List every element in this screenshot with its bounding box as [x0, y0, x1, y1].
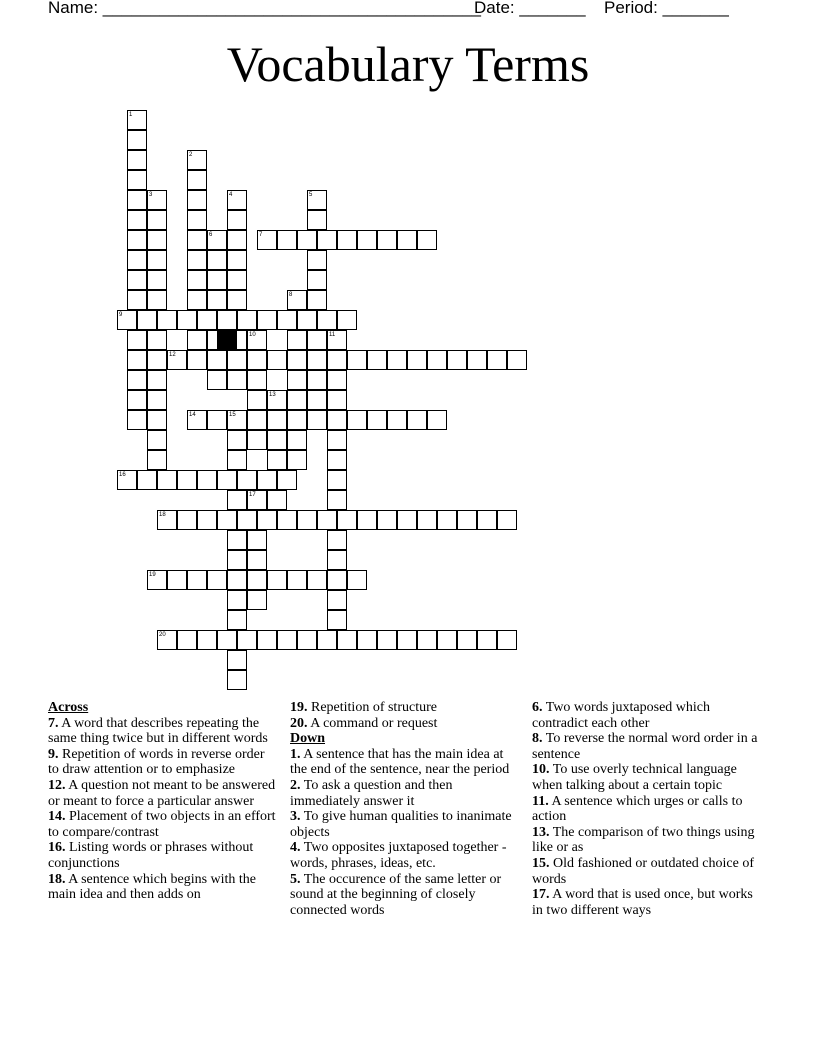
crossword-cell[interactable]	[197, 630, 217, 650]
crossword-cell[interactable]	[247, 590, 267, 610]
crossword-cell[interactable]	[127, 190, 147, 210]
crossword-cell[interactable]	[287, 570, 307, 590]
crossword-cell[interactable]	[197, 510, 217, 530]
crossword-cell[interactable]	[177, 510, 197, 530]
crossword-cell[interactable]	[307, 350, 327, 370]
crossword-cell[interactable]	[157, 470, 177, 490]
clue-number: 14	[189, 412, 196, 418]
crossword-cell[interactable]	[297, 310, 317, 330]
crossword-cell[interactable]	[267, 570, 287, 590]
crossword-cell[interactable]	[227, 450, 247, 470]
crossword-cell[interactable]	[317, 230, 337, 250]
clue-number: 16	[119, 472, 126, 478]
crossword-cell[interactable]	[247, 490, 267, 510]
crossword-cell[interactable]	[227, 350, 247, 370]
crossword-cell[interactable]	[237, 310, 257, 330]
clue-across-14: 14. Placement of two objects in an effort to compare/contrast	[48, 809, 276, 840]
crossword-cell[interactable]	[147, 230, 167, 250]
crossword-cell[interactable]	[277, 630, 297, 650]
crossword-cell[interactable]	[147, 290, 167, 310]
crossword-cell[interactable]	[227, 530, 247, 550]
crossword-cell[interactable]	[127, 170, 147, 190]
crossword-cell[interactable]	[237, 510, 257, 530]
clue-down-15: 15. Old fashioned or outdated choice of words	[532, 855, 754, 887]
crossword-cell[interactable]	[277, 230, 297, 250]
crossword-cell[interactable]	[387, 410, 407, 430]
crossword-cell[interactable]	[147, 370, 167, 390]
crossword-cell[interactable]	[267, 430, 287, 450]
crossword-cell[interactable]	[337, 230, 357, 250]
crossword-cell[interactable]	[227, 650, 247, 670]
crossword-cell[interactable]	[287, 390, 307, 410]
crossword-cell[interactable]	[327, 410, 347, 430]
crossword-cell[interactable]	[267, 450, 287, 470]
crossword-cell[interactable]	[327, 470, 347, 490]
across-heading: Across	[48, 700, 89, 715]
crossword-cell[interactable]	[347, 570, 367, 590]
crossword-cell[interactable]	[157, 630, 177, 650]
crossword-cell[interactable]	[207, 410, 227, 430]
crossword-cell[interactable]	[227, 190, 247, 210]
crossword-cell[interactable]	[487, 350, 507, 370]
crossword-cell[interactable]	[447, 350, 467, 370]
crossword-cell[interactable]	[427, 410, 447, 430]
page-title: Vocabulary Terms	[226, 36, 590, 92]
clue-number: 4	[229, 192, 233, 198]
crossword-cell[interactable]	[367, 410, 387, 430]
crossword-cell[interactable]	[187, 410, 207, 430]
crossword-cell[interactable]	[227, 610, 247, 630]
crossword-cell[interactable]	[327, 570, 347, 590]
date-field[interactable]: Date: _______	[474, 0, 586, 17]
crossword-cell[interactable]	[207, 290, 227, 310]
crossword-cell[interactable]	[197, 470, 217, 490]
crossword-cell[interactable]	[217, 470, 237, 490]
crossword-cell[interactable]	[207, 230, 227, 250]
crossword-cell[interactable]	[327, 490, 347, 510]
crossword-cell[interactable]	[397, 510, 417, 530]
crossword-cell[interactable]	[257, 630, 277, 650]
clue-across-12: 12. A question not meant to be answered or meant to force a particular answer	[48, 777, 276, 809]
clue-down-10: 10. To use overly technical language when talking about a certain topic	[532, 762, 737, 793]
clue-down-17: 17. A word that is used once, but works in two different ways	[532, 887, 753, 918]
crossword-cell[interactable]	[327, 330, 347, 350]
crossword-cell[interactable]	[317, 310, 337, 330]
crossword-cell[interactable]	[307, 210, 327, 230]
clue-down-3: 3. To give human qualities to inanimate objects	[290, 809, 512, 840]
crossword-cell[interactable]	[327, 610, 347, 630]
crossword-cell[interactable]	[357, 510, 377, 530]
crossword-cell[interactable]	[227, 290, 247, 310]
crossword-cell[interactable]	[327, 430, 347, 450]
crossword-cell[interactable]	[217, 310, 237, 330]
crossword-cell[interactable]	[227, 590, 247, 610]
clue-number: 12	[169, 352, 176, 358]
crossword-cell[interactable]	[227, 250, 247, 270]
crossword-cell[interactable]	[187, 230, 207, 250]
crossword-cell[interactable]	[497, 510, 517, 530]
crossword-cell[interactable]	[127, 130, 147, 150]
crossword-cell[interactable]	[287, 290, 307, 310]
crossword-cell[interactable]	[187, 350, 207, 370]
crossword-cell[interactable]	[227, 230, 247, 250]
crossword-cell[interactable]	[307, 190, 327, 210]
crossword-cell[interactable]	[127, 290, 147, 310]
crossword-cell[interactable]	[497, 630, 517, 650]
crossword-cell[interactable]	[167, 570, 187, 590]
crossword-cell[interactable]	[217, 510, 237, 530]
clue-number: 17	[249, 492, 256, 498]
crossword-cell[interactable]	[187, 170, 207, 190]
crossword-cell[interactable]	[127, 110, 147, 130]
crossword-cell[interactable]	[287, 330, 307, 350]
crossword-cell[interactable]	[337, 510, 357, 530]
clue-number: 2	[189, 152, 193, 158]
crossword-cell[interactable]	[167, 350, 187, 370]
crossword-cell[interactable]	[307, 290, 327, 310]
crossword-cell[interactable]	[227, 370, 247, 390]
crossword-cell[interactable]	[327, 450, 347, 470]
crossword-cell[interactable]	[287, 370, 307, 390]
clues-column-1	[48, 700, 276, 903]
crossword-cell[interactable]	[457, 630, 477, 650]
crossword-cell[interactable]	[247, 550, 267, 570]
crossword-cell[interactable]	[377, 230, 397, 250]
clue-down-4: 4. Two opposites juxtaposed together - words, phrases, ideas, etc.	[290, 840, 507, 871]
clue-down-5: 5. The occurence of the same letter or sound at the beginning of closely connected words	[290, 871, 502, 918]
crossword-cell[interactable]	[417, 630, 437, 650]
crossword-cell[interactable]	[137, 310, 157, 330]
crossword-cell[interactable]	[147, 190, 167, 210]
clue-number: 5	[309, 192, 313, 198]
crossword-cell[interactable]	[467, 350, 487, 370]
crossword-cell[interactable]	[347, 410, 367, 430]
crossword-cell[interactable]	[147, 570, 167, 590]
crossword-cell[interactable]	[187, 190, 207, 210]
clue-number: 15	[229, 412, 236, 418]
crossword-cell[interactable]	[187, 270, 207, 290]
crossword-cell[interactable]	[297, 510, 317, 530]
crossword-cell[interactable]	[127, 330, 147, 350]
crossword-cell[interactable]	[217, 630, 237, 650]
crossword-cell[interactable]	[147, 350, 167, 370]
clue-across-19: 19. Repetition of structure	[290, 700, 437, 715]
crossword-cell[interactable]	[327, 370, 347, 390]
crossword-cell[interactable]	[187, 570, 207, 590]
crossword-cell[interactable]	[117, 310, 137, 330]
crossword-cell[interactable]	[357, 630, 377, 650]
crossword-cell[interactable]	[237, 630, 257, 650]
crossword-cell[interactable]	[247, 350, 267, 370]
crossword-cell[interactable]	[257, 230, 277, 250]
crossword-cell[interactable]	[257, 510, 277, 530]
crossword-cell[interactable]	[117, 470, 137, 490]
period-field[interactable]: Period: _______	[604, 0, 729, 17]
clue-down-11: 11. A sentence which urges or calls to action	[532, 793, 743, 825]
crossword-cell[interactable]	[127, 270, 147, 290]
crossword-cell[interactable]	[277, 510, 297, 530]
crossword-cell[interactable]	[127, 410, 147, 430]
crossword-cell[interactable]	[147, 210, 167, 230]
clue-number: 6	[209, 232, 213, 238]
crossword-cell[interactable]	[247, 430, 267, 450]
clue-down-8: 8. To reverse the normal word order in a sentence	[532, 731, 758, 762]
crossword-cell[interactable]	[127, 210, 147, 230]
crossword-cell[interactable]	[227, 550, 247, 570]
crossword-cell[interactable]	[177, 470, 197, 490]
crossword-cell[interactable]	[397, 630, 417, 650]
crossword-cell[interactable]	[177, 630, 197, 650]
crossword-cell[interactable]	[207, 250, 227, 270]
crossword-cell[interactable]	[407, 410, 427, 430]
clue-across-7: 7. A word that describes repeating the same thing twice but in different words	[48, 715, 268, 747]
crossword-cell[interactable]	[287, 430, 307, 450]
clue-number: 9	[119, 312, 123, 318]
clue-number: 10	[249, 332, 256, 338]
crossword-cell[interactable]	[477, 510, 497, 530]
clue-across-20: 20. A command or request	[290, 715, 438, 731]
crossword-cell[interactable]	[137, 470, 157, 490]
crossword-cell[interactable]	[247, 390, 267, 410]
crossword-cell[interactable]	[287, 350, 307, 370]
crossword-cell[interactable]	[177, 310, 197, 330]
crossword-cell[interactable]	[187, 330, 207, 350]
clue-number: 11	[329, 332, 336, 338]
crossword-cell[interactable]	[307, 250, 327, 270]
crossword-cell[interactable]	[187, 150, 207, 170]
crossword-cell[interactable]	[257, 470, 277, 490]
crossword-cell[interactable]	[247, 370, 267, 390]
crossword-cell[interactable]	[187, 210, 207, 230]
crossword-cell[interactable]	[127, 230, 147, 250]
crossword-cell[interactable]	[187, 250, 207, 270]
crossword-cell[interactable]	[457, 510, 477, 530]
clue-number: 19	[149, 572, 156, 578]
crossword-cell[interactable]	[227, 490, 247, 510]
crossword-cell[interactable]	[207, 370, 227, 390]
clue-number: 13	[269, 392, 276, 398]
crossword-cell[interactable]	[227, 430, 247, 450]
crossword-cell[interactable]	[407, 350, 427, 370]
crossword-cell[interactable]	[327, 350, 347, 370]
crossword-cell[interactable]	[147, 250, 167, 270]
crossword-cell[interactable]	[127, 350, 147, 370]
clue-number: 20	[159, 632, 166, 638]
down-heading: Down	[290, 731, 326, 747]
crossword-cell[interactable]	[127, 390, 147, 410]
crossword-cell[interactable]	[227, 570, 247, 590]
crossword-cell[interactable]	[147, 430, 167, 450]
crossword-cell[interactable]	[337, 630, 357, 650]
crossword-cell[interactable]	[267, 490, 287, 510]
clue-across-16: 16. Listing words or phrases without conjunctions	[48, 840, 254, 871]
clue-across-9: 9. Repetition of words in reverse order to draw attention or to emphasize	[48, 746, 265, 778]
crossword-cell[interactable]	[227, 410, 247, 430]
crossword-cell[interactable]	[327, 590, 347, 610]
crossword-cell[interactable]	[237, 470, 257, 490]
crossword-cell[interactable]	[207, 570, 227, 590]
crossword-cell[interactable]	[227, 670, 247, 690]
clue-number: 3	[149, 192, 153, 198]
clue-down-2: 2. To ask a question and then immediately answer it	[290, 777, 453, 809]
clue-number: 8	[289, 292, 293, 298]
name-field[interactable]: Name: ________________________________________	[48, 0, 481, 17]
crossword-cell[interactable]	[357, 230, 377, 250]
crossword-cell[interactable]	[227, 210, 247, 230]
crossword-cell[interactable]	[267, 350, 287, 370]
clue-number: 7	[259, 232, 263, 238]
crossword-cell[interactable]	[417, 510, 437, 530]
clue-down-6: 6. Two words juxtaposed which contradict each other	[532, 700, 711, 731]
crossword-cell[interactable]	[417, 230, 437, 250]
crossword-cell[interactable]	[397, 230, 417, 250]
crossword-cell[interactable]	[437, 630, 457, 650]
crossword-cell[interactable]	[277, 470, 297, 490]
clues-column-2	[290, 700, 520, 918]
crossword-cell[interactable]	[367, 350, 387, 370]
crossword-cell[interactable]	[317, 630, 337, 650]
crossword-cell[interactable]	[247, 330, 267, 350]
crossword-cell[interactable]	[327, 550, 347, 570]
crossword-cell[interactable]	[377, 510, 397, 530]
crossword-cell[interactable]	[267, 390, 287, 410]
crossword-cell[interactable]	[327, 390, 347, 410]
crossword-cell[interactable]	[307, 570, 327, 590]
crossword-cell[interactable]	[147, 330, 167, 350]
crossword-cell[interactable]	[277, 310, 297, 330]
crossword-cell[interactable]	[227, 270, 247, 290]
crossword-cell[interactable]	[307, 330, 327, 350]
crossword-cell[interactable]	[157, 310, 177, 330]
crossword-cell[interactable]	[507, 350, 527, 370]
clue-number: 18	[159, 512, 166, 518]
crossword-cell[interactable]	[197, 310, 217, 330]
clue-down-1: 1. A sentence that has the main idea at the end of the sentence, near the period	[290, 746, 510, 778]
crossword-cell[interactable]	[287, 410, 307, 430]
crossword-cell[interactable]	[477, 630, 497, 650]
crossword-cell[interactable]	[207, 270, 227, 290]
crossword-cell[interactable]	[147, 390, 167, 410]
crossword-cell[interactable]	[307, 370, 327, 390]
crossword-cell[interactable]	[207, 350, 227, 370]
crossword-cell[interactable]	[317, 510, 337, 530]
clues-column-3	[532, 700, 760, 918]
crossword-cell[interactable]	[147, 410, 167, 430]
crossword-cell[interactable]	[297, 230, 317, 250]
crossword-cell[interactable]	[147, 270, 167, 290]
crossword-cell[interactable]	[247, 570, 267, 590]
crossword-cell[interactable]	[387, 350, 407, 370]
crossword-cell[interactable]	[307, 410, 327, 430]
crossword-cell[interactable]	[337, 310, 357, 330]
crossword-cell[interactable]	[247, 530, 267, 550]
crossword-cell[interactable]	[427, 350, 447, 370]
crossword-cell[interactable]	[257, 310, 277, 330]
crossword-cell[interactable]	[327, 530, 347, 550]
clue-across-18: 18. A sentence which begins with the main idea and then adds on	[48, 871, 257, 903]
crossword-cell[interactable]	[127, 370, 147, 390]
crossword-cell[interactable]	[287, 450, 307, 470]
crossword-cell[interactable]	[267, 410, 287, 430]
crossword-cell[interactable]	[297, 630, 317, 650]
crossword-cell[interactable]	[157, 510, 177, 530]
crossword-cell[interactable]	[307, 390, 327, 410]
clue-number: 1	[129, 112, 133, 118]
crossword-cell[interactable]	[437, 510, 457, 530]
crossword-cell[interactable]	[147, 450, 167, 470]
crossword-cell[interactable]	[377, 630, 397, 650]
crossword-black-cell	[217, 330, 237, 350]
crossword-cell[interactable]	[347, 350, 367, 370]
crossword-cell[interactable]	[127, 250, 147, 270]
crossword-cell[interactable]	[307, 270, 327, 290]
crossword-cell[interactable]	[247, 410, 267, 430]
crossword-cell[interactable]	[127, 150, 147, 170]
crossword-cell[interactable]	[187, 290, 207, 310]
clue-down-13: 13. The comparison of two things using like or as	[532, 824, 755, 856]
